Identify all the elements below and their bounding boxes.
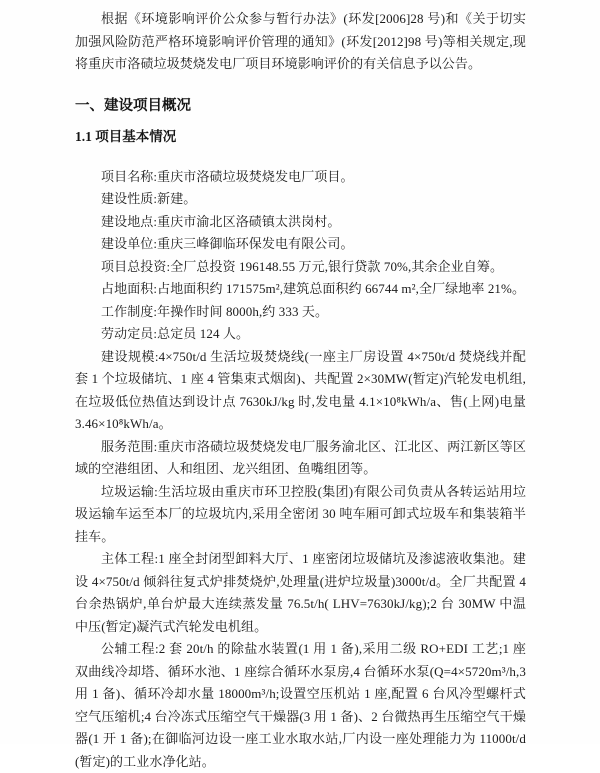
para-land-area: 占地面积:占地面积约 171575m²,建筑总面积约 66744 m²,全厂绿地率 21%。 — [75, 278, 526, 301]
para-staffing: 劳动定员:总定员 124 人。 — [75, 323, 526, 346]
para-construction-site: 建设地点:重庆市渝北区洛碛镇太洪岗村。 — [75, 211, 526, 234]
para-work-schedule: 工作制度:年操作时间 8000h,约 333 天。 — [75, 301, 526, 324]
intro-paragraph: 根据《环境影响评价公众参与暂行办法》(环发[2006]28 号)和《关于切实加强风险防范严格环境影响评价管理的通知》(环发[2012]98 号)等相关规定,现将重庆市洛碛垃圾焚烧发电厂项目环境影响评价的有关信息予以公告。 — [75, 8, 526, 76]
para-construction-scale: 建设规模:4×750t/d 生活垃圾焚烧线(一座主厂房设置 4×750t/d 焚烧线并配套 1 个垃圾储坑、1 座 4 管集束式烟囱)、共配置 2×30MW(暂定)汽轮发电机组,在垃圾低位热值达到设计点 7630kJ/kg 时,发电量 4.1×10⁸kWh/a、售(上网)电量 3.46×10⁸kWh/a。 — [75, 346, 526, 436]
para-service-scope: 服务范围:重庆市洛碛垃圾焚烧发电厂服务渝北区、江北区、两江新区等区域的空港组团、人和组团、龙兴组团、鱼嘴组团等。 — [75, 436, 526, 481]
para-construction-unit: 建设单位:重庆三峰御临环保发电有限公司。 — [75, 233, 526, 256]
section-heading: 一、建设项目概况 — [75, 95, 526, 118]
para-auxiliary-works: 公辅工程:2 套 20t/h 的除盐水装置(1 用 1 备),采用二级 RO+EDI 工艺;1 座双曲线冷却塔、循环水池、1 座综合循环水泵房,4 台循环水泵(Q=4×5720m³/h,3 用 1 备)、循环冷却水量 18000m³/h;设置空压机站 1 座,配置 6 台风冷型螺杆式空气压缩机;4 台冷冻式压缩空气干燥器(3 用 1 备)、2 台微热再生压缩空气干燥器(1 开 1 备);在御临河边设一座工业水取水站,厂内设一座处理能力为 11000t/d(暂定)的工业水净化站。 — [75, 638, 526, 773]
project-facts-list — [75, 166, 526, 773]
para-construction-nature: 建设性质:新建。 — [75, 188, 526, 211]
para-total-investment: 项目总投资:全厂总投资 196148.55 万元,银行贷款 70%,其余企业自筹。 — [75, 256, 526, 279]
subsection-heading: 1.1 项目基本情况 — [75, 126, 526, 149]
para-project-name: 项目名称:重庆市洛碛垃圾焚烧发电厂项目。 — [75, 166, 526, 189]
para-waste-transport: 垃圾运输:生活垃圾由重庆市环卫控股(集团)有限公司负责从各转运站用垃圾运输车运至本厂的垃圾坑内,采用全密闭 30 吨车厢可卸式垃圾车和集装箱半挂车。 — [75, 481, 526, 549]
para-main-works: 主体工程:1 座全封闭型卸料大厅、1 座密闭垃圾储坑及渗滤液收集池。建设 4×750t/d 倾斜往复式炉排焚烧炉,处理量(进炉垃圾量)3000t/d。全厂共配置 4 台余热锅炉,单台炉最大连续蒸发量 76.5t/h( LHV=7630kJ/kg);2 台 30MW 中温中压(暂定)凝汽式汽轮发电机组。 — [75, 548, 526, 638]
